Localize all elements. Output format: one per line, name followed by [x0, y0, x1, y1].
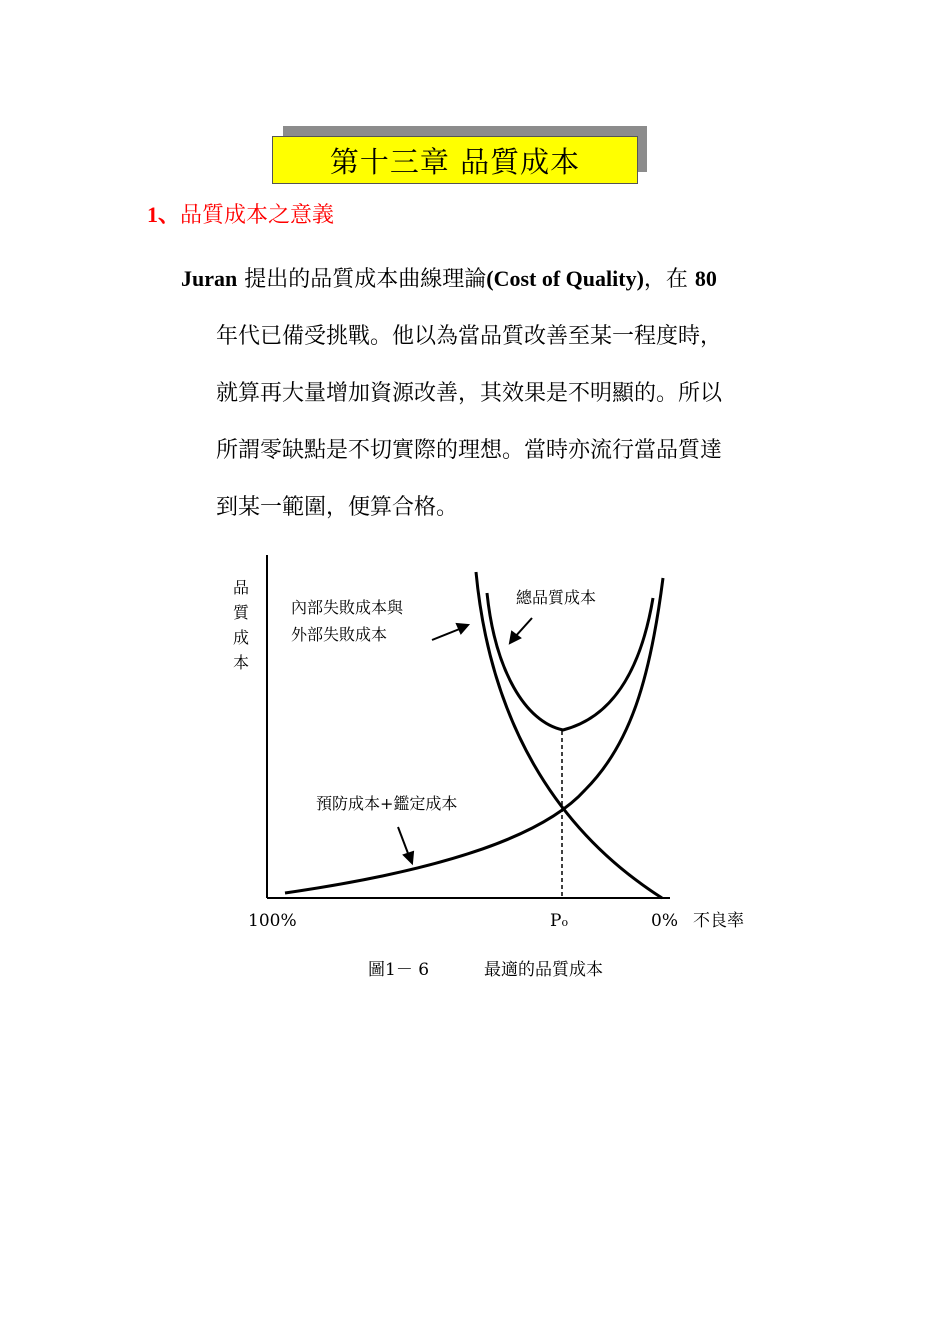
paragraph-line-1: [181, 250, 816, 308]
section-number: 1、: [147, 202, 181, 227]
total-cost-label: 總品質成本: [516, 588, 597, 607]
x-label-0: 0%: [651, 911, 678, 931]
failure-cost-label-2: 外部失敗成本: [291, 625, 388, 644]
quality-cost-figure: [0, 540, 950, 1000]
prevention-cost-label: 預防成本+鑑定成本: [316, 794, 458, 813]
x-label-optimum: [550, 911, 568, 931]
x-label-100: 100%: [248, 911, 297, 931]
failure-cost-curve: [476, 572, 662, 898]
paragraph-line-3: 就算再大量增加資源改善，其效果是不明顯的。所以: [216, 381, 723, 406]
y-label-char-1: 品: [232, 578, 250, 597]
term-juran: Juran: [181, 266, 238, 291]
optimum-p: P: [550, 911, 562, 931]
arrow-to-total-curve: [510, 618, 532, 643]
figure-caption-number: 圖1－ 6: [368, 960, 430, 980]
paragraph-line-2: 年代已備受挑戰。他以為當品質改善至某一程度時，: [216, 324, 723, 349]
y-label-char-3: 成: [232, 628, 250, 647]
year-number: 80: [694, 266, 717, 291]
paragraph-line-4: 所謂零缺點是不切實際的理想。當時亦流行當品質達: [216, 438, 723, 463]
failure-cost-label-1: 內部失敗成本與: [291, 598, 404, 617]
text-segment: 提出的品質成本曲線理論: [237, 267, 487, 292]
term-cost-of-quality: (Cost of Quality): [486, 266, 644, 291]
chapter-title: 第十三章 品質成本: [272, 136, 638, 184]
x-axis-title: 不良率: [693, 911, 744, 931]
y-label-char-2: 質: [232, 603, 250, 622]
total-cost-curve: [487, 593, 653, 730]
paragraph-line-5: 到某一範圍，便算合格。: [216, 495, 459, 520]
figure-caption-text: 最適的品質成本: [484, 960, 603, 980]
y-label-char-4: 本: [232, 653, 250, 672]
text-segment: ，在: [643, 267, 695, 292]
optimum-subscript: o: [561, 916, 569, 929]
arrow-to-prevention-curve: [398, 827, 413, 863]
arrow-to-failure-curve: [432, 624, 468, 640]
section-title: 品質成本之意義: [180, 203, 335, 228]
body-paragraph: [181, 250, 816, 536]
section-heading: [147, 198, 334, 229]
quality-cost-diagram: [0, 540, 950, 1000]
